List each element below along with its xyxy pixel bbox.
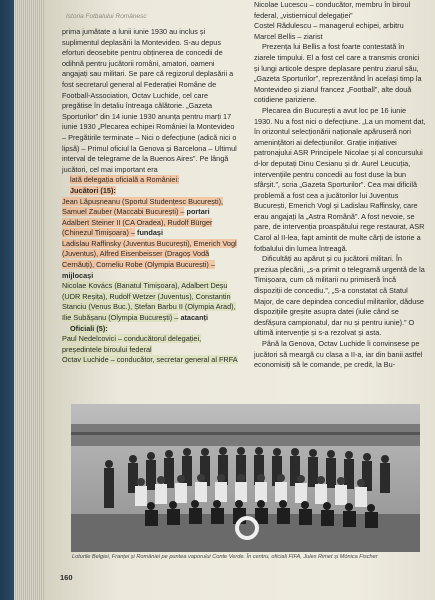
official-line: Costel Rădulescu – managerul echipei, arbitru: [254, 21, 404, 31]
delegation-intro: lată delegația oficială a României:: [70, 175, 180, 185]
paragraph: Plecarea din București a avut loc pe 16 iunie 1930. Nu a fost nici o defecțiune. „La un moment dat, în orizontul selecționării naționale apăruseră nori amenințători ai defecțiunilor. Grație inițiativei patronajului ASR Principele Nicolae și al concursului d-lor deputați Dinu Cesianu și dr. Aurel Leucuția, intervențiile pentru concedii au fost duse la bun sfârșit.”, scria „Gazeta Sporturilor”. Cea mai dificilă problemă a fost cea a jucătorilor lui Juventus București, Emerich Vogl și Ladislau Raffinsky, care erau angajați la „Astra Română”. A fost nevoie, se pare, de intervenția proaspătului rege restaurat, ASR Carol al II-lea, fapt amintit de multe cărți de istorie a fotbalului din lumea întreagă.: [254, 105, 426, 253]
goalkeepers-line: Jean Lăpușneanu (Sportul Studențesc București), Samuel Zauber (Maccabi București) – portari: [62, 196, 224, 217]
defenders-line: Adalbert Steiner II (CA Oradea), Rudolf Bürger (Chinezul Timișoara) – fundași: [62, 217, 213, 238]
paragraph: [62, 175, 238, 186]
left-column: [62, 27, 238, 366]
paragraph: Până la Genova, Octav Luchide îi convinsese pe jucători să meargă cu clasa a II-a, iar din banii astfel economisiți să le comande, pe credit, la Bu-: [254, 339, 423, 370]
page-number: 160: [60, 573, 73, 582]
official-line: Marcel Bellis – ziarist: [254, 31, 323, 41]
official-line: Paul Nedelcovici – conducătorul delegației, președintele biroului federal: [62, 334, 202, 354]
photo-caption: Loturile Belgiei, Franței și României pe puntea vaporului Conte Verde. În centru, oficiali FIFA, Jules Rimet și Mónica Fischer: [72, 554, 378, 560]
official-line: Nicolae Lucescu – conducător, membru în biroul federal, „vistiernicul delegației”: [254, 0, 411, 20]
paragraph: prima jumătate a lunii iunie 1930 au inclus și suplimentul deplasării la Montevideo. S-au depus eforturi deosebite pentru obținerea de concedii de odihnă pentru jucătorii români, amatori, oameni angajați sau militari. Se pare că regizorul deplasării a fost secretarul general al Federației Române de Football-Association, Octav Luchide, cel care pregătise în detaliu întreaga călătorie. „Gazeta Sporturilor” din 14 iunie 1930 anunța pentru marți 17 iunie 1930 „Plecarea echipei României la Montevideo – Pregătirile terminate – Nici o defecțiune (adică nici o lipsă) – Primul oficiul la Genova și Barcelona – Ultimul interval de telegrame de la Buenos Aires”. Pe lângă jucători, cel mai important era: [62, 27, 237, 174]
right-column: [254, 0, 426, 371]
midfield-line: Ladislau Raffinsky (Juventus București), Emerich Vogl (Juventus), Alfred Eisenbeisser (Dragoș Vodă Cernăuți), Corneliu Robe (Olympia București) – mijlocași: [62, 238, 237, 280]
officials-heading: Oficiali (5):: [70, 323, 108, 333]
players-heading: Jucători (15):: [70, 185, 116, 195]
paragraph: Prezența lui Bellis a fost foarte contestată în ziarele timpului. El a fost cel care a transmis cronici și lungi articole despre deplasare pentru ziarul său, „Gazeta Sporturilor”, reprezentând în același timp la Montevideo și ziarul francez „Football”, alte două cotidiene pariziene.: [254, 42, 422, 105]
official-line: Octav Luchide – conducător, secretar general al FRFA: [62, 355, 238, 365]
team-photo: [71, 404, 420, 552]
running-header: Istoria Fotbalului Românesc: [66, 13, 147, 20]
paragraph: Dificultăți au apărut și cu jucătorii militari. În preziua plecării, „s-a primit o telegramă urgentă de la Timișoara, cum că militarii nu primiseră încă dispoziții de concediu.”, „S-a constatat că Statul Major, de care depindea concediul militarilor, dăduse dispozițiile greșite asupra datei (iulie când se desfășura campionatul, dar nu și pentru iunie).” O ultimă intervenție și s-a rezolvat și asta.: [254, 254, 425, 338]
forwards-line: Nicolae Kovács (Banatul Timișoara), Adalbert Deșu (UDR Reșița), Rudolf Wetzer (Juventus), Constantin Stanciu (Venus Buc.), Ștefan Barbu II (Olympia Arad), Ilie Subășanu (Olympia București) – atacanți: [62, 281, 236, 323]
